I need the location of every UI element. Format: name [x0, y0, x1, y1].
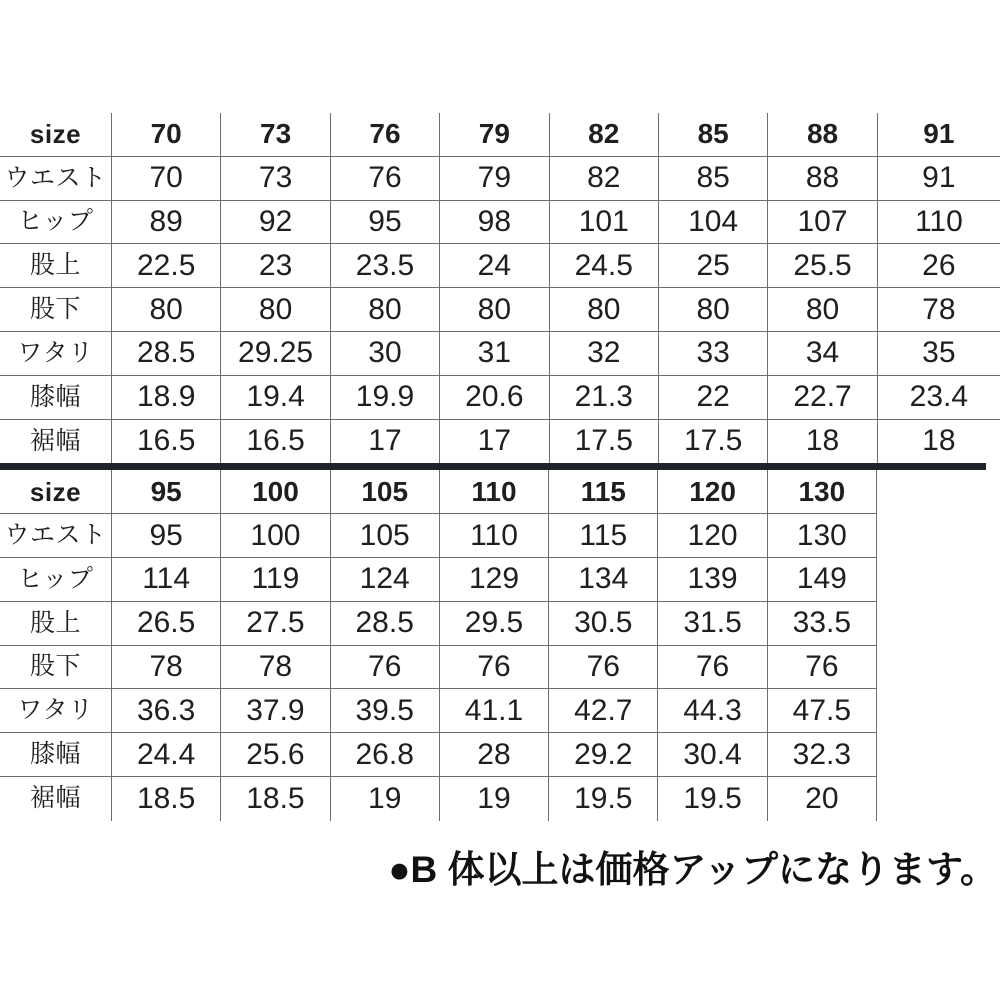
measurement-row: [0, 558, 877, 602]
measurement-value: 42.7: [548, 689, 657, 732]
measurement-value: 36.3: [111, 689, 220, 732]
size-header-value: 85: [658, 113, 767, 156]
measurement-label: 膝幅: [29, 740, 81, 769]
measurement-value: 18: [877, 420, 1000, 464]
measurement-value: 80: [220, 288, 329, 331]
measurement-value: 31.5: [657, 602, 766, 645]
measurement-label: ワタリ: [17, 338, 94, 367]
measurement-row: [0, 514, 877, 558]
size-tables: [0, 113, 1000, 821]
measurement-value: 105: [330, 514, 439, 557]
measurement-value: 30: [330, 332, 439, 375]
measurement-row: [0, 332, 1000, 376]
measurement-value: 85: [658, 157, 767, 200]
measurement-value: 134: [548, 558, 657, 601]
measurement-value: 78: [877, 288, 1000, 331]
measurement-value: 28.5: [330, 602, 439, 645]
measurement-value: 70: [111, 157, 220, 200]
measurement-value: 139: [657, 558, 766, 601]
measurement-value: 17.5: [658, 420, 767, 464]
measurement-value: 30.5: [548, 602, 657, 645]
measurement-value: 29.2: [548, 733, 657, 776]
measurement-value: 47.5: [767, 689, 876, 732]
measurement-label: 膝幅: [29, 382, 81, 411]
measurement-value: 26: [877, 244, 1000, 287]
measurement-value: 19.4: [220, 376, 329, 419]
measurement-value: 104: [658, 201, 767, 244]
measurement-value: 28.5: [111, 332, 220, 375]
table-divider-bar: [0, 463, 986, 470]
measurement-value: 35: [877, 332, 1000, 375]
measurement-label: 股上: [29, 251, 81, 280]
measurement-row: [0, 244, 1000, 288]
measurement-value: 80: [330, 288, 439, 331]
size-header-value: 91: [877, 113, 1000, 156]
measurement-value: 23.5: [330, 244, 439, 287]
measurement-value: 19.5: [548, 777, 657, 821]
measurement-value: 21.3: [549, 376, 658, 419]
measurement-value: 26.8: [330, 733, 439, 776]
measurement-value: 20.6: [439, 376, 548, 419]
size-header-value: 115: [548, 470, 657, 513]
measurement-value: 98: [439, 201, 548, 244]
measurement-row: [0, 201, 1000, 245]
measurement-label: 股上: [29, 608, 81, 637]
size-header-row: [0, 113, 1000, 157]
size-header-value: 100: [220, 470, 329, 513]
measurement-value: 80: [658, 288, 767, 331]
measurement-value: 20: [767, 777, 876, 821]
measurement-value: 39.5: [330, 689, 439, 732]
measurement-row: [0, 646, 877, 690]
measurement-value: 33.5: [767, 602, 876, 645]
measurement-value: 110: [439, 514, 548, 557]
measurement-value: 101: [549, 201, 658, 244]
measurement-value: 30.4: [657, 733, 766, 776]
measurement-value: 25.5: [767, 244, 876, 287]
measurement-row: [0, 157, 1000, 201]
measurement-value: 19.9: [330, 376, 439, 419]
measurement-value: 88: [767, 157, 876, 200]
measurement-value: 76: [548, 646, 657, 689]
measurement-value: 107: [767, 201, 876, 244]
size-header-value: 82: [549, 113, 658, 156]
size-header-row: [0, 470, 877, 514]
measurement-value: 32: [549, 332, 658, 375]
measurement-value: 82: [549, 157, 658, 200]
measurement-value: 100: [220, 514, 329, 557]
size-header-value: 73: [220, 113, 329, 156]
measurement-value: 33: [658, 332, 767, 375]
measurement-row: [0, 602, 877, 646]
measurement-value: 32.3: [767, 733, 876, 776]
measurement-value: 149: [767, 558, 876, 601]
measurement-value: 78: [111, 646, 220, 689]
measurement-value: 25: [658, 244, 767, 287]
size-table-lower: [0, 470, 877, 820]
measurement-value: 76: [330, 157, 439, 200]
measurement-label: 裾幅: [29, 784, 81, 813]
measurement-value: 91: [877, 157, 1000, 200]
measurement-value: 76: [767, 646, 876, 689]
measurement-label: ウエスト: [4, 521, 107, 550]
measurement-value: 23.4: [877, 376, 1000, 419]
measurement-value: 89: [111, 201, 220, 244]
size-header-label: size: [29, 476, 82, 507]
measurement-label: 股下: [29, 652, 81, 681]
measurement-value: 25.6: [220, 733, 329, 776]
measurement-value: 24.5: [549, 244, 658, 287]
measurement-value: 29.5: [439, 602, 548, 645]
measurement-label: 裾幅: [29, 426, 81, 455]
size-header-value: 110: [439, 470, 548, 513]
measurement-value: 19.5: [657, 777, 766, 821]
measurement-row: [0, 689, 877, 733]
size-header-value: 70: [111, 113, 220, 156]
measurement-label: ヒップ: [17, 564, 94, 593]
measurement-value: 16.5: [220, 420, 329, 464]
size-header-value: 95: [111, 470, 220, 513]
measurement-value: 19: [330, 777, 439, 821]
measurement-value: 22.7: [767, 376, 876, 419]
size-header-value: 76: [330, 113, 439, 156]
size-header-value: 130: [767, 470, 876, 513]
measurement-value: 79: [439, 157, 548, 200]
measurement-label: 股下: [29, 295, 81, 324]
measurement-value: 73: [220, 157, 329, 200]
price-up-note: ●B 体以上は価格アップになります。: [388, 849, 997, 890]
measurement-value: 76: [330, 646, 439, 689]
measurement-value: 28: [439, 733, 548, 776]
measurement-value: 24.4: [111, 733, 220, 776]
measurement-value: 80: [439, 288, 548, 331]
measurement-value: 95: [330, 201, 439, 244]
measurement-value: 120: [657, 514, 766, 557]
measurement-value: 17: [330, 420, 439, 464]
size-header-value: 88: [767, 113, 876, 156]
measurement-label: ワタリ: [17, 696, 94, 725]
measurement-value: 23: [220, 244, 329, 287]
size-header-value: 79: [439, 113, 548, 156]
size-header-value: 120: [657, 470, 766, 513]
measurement-value: 22: [658, 376, 767, 419]
measurement-row: [0, 777, 877, 821]
measurement-row: [0, 733, 877, 777]
measurement-row: [0, 376, 1000, 420]
measurement-value: 80: [111, 288, 220, 331]
measurement-value: 129: [439, 558, 548, 601]
measurement-value: 76: [657, 646, 766, 689]
measurement-value: 110: [877, 201, 1000, 244]
measurement-value: 26.5: [111, 602, 220, 645]
measurement-value: 119: [220, 558, 329, 601]
measurement-label: ウエスト: [4, 163, 107, 192]
measurement-value: 130: [767, 514, 876, 557]
measurement-value: 19: [439, 777, 548, 821]
measurement-value: 78: [220, 646, 329, 689]
size-header-label: size: [29, 119, 82, 150]
measurement-value: 17.5: [549, 420, 658, 464]
size-header-value: 105: [330, 470, 439, 513]
measurement-value: 27.5: [220, 602, 329, 645]
measurement-value: 76: [439, 646, 548, 689]
measurement-row: [0, 420, 1000, 464]
measurement-label: ヒップ: [17, 207, 94, 236]
measurement-value: 92: [220, 201, 329, 244]
measurement-value: 16.5: [111, 420, 220, 464]
measurement-value: 37.9: [220, 689, 329, 732]
measurement-value: 31: [439, 332, 548, 375]
measurement-value: 115: [548, 514, 657, 557]
measurement-value: 80: [767, 288, 876, 331]
measurement-value: 95: [111, 514, 220, 557]
measurement-value: 124: [330, 558, 439, 601]
measurement-value: 44.3: [657, 689, 766, 732]
measurement-value: 17: [439, 420, 548, 464]
measurement-row: [0, 288, 1000, 332]
measurement-value: 18: [767, 420, 876, 464]
measurement-value: 18.5: [111, 777, 220, 821]
size-table-upper: [0, 113, 1000, 463]
measurement-value: 18.9: [111, 376, 220, 419]
measurement-value: 80: [549, 288, 658, 331]
measurement-value: 22.5: [111, 244, 220, 287]
measurement-value: 34: [767, 332, 876, 375]
measurement-value: 29.25: [220, 332, 329, 375]
measurement-value: 114: [111, 558, 220, 601]
measurement-value: 18.5: [220, 777, 329, 821]
measurement-value: 24: [439, 244, 548, 287]
measurement-value: 41.1: [439, 689, 548, 732]
